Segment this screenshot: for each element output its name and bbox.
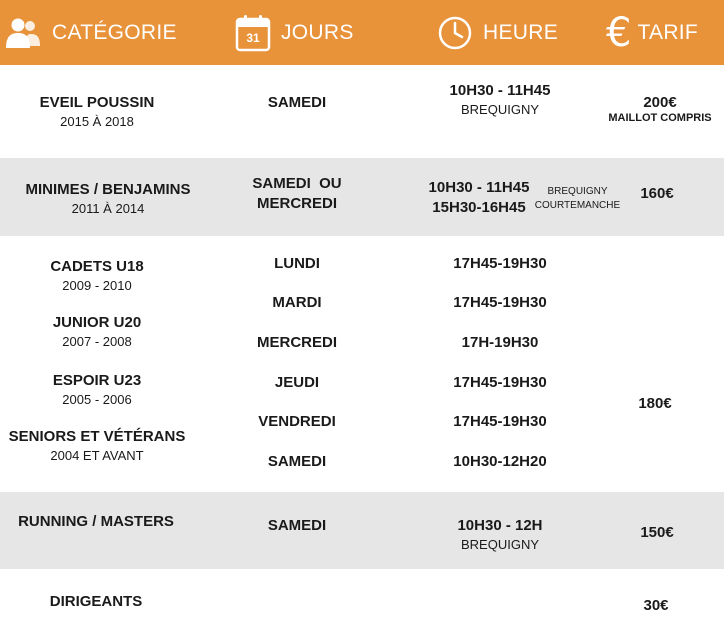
time: 17H45-19H30: [453, 413, 547, 430]
header-heure-label: HEURE: [483, 20, 559, 44]
time: 17H45-19H30: [453, 255, 547, 272]
time: 10H30 - 12H: [457, 517, 543, 534]
calendar-day-number: 31: [246, 30, 260, 45]
category-years: 2009 - 2010: [62, 278, 132, 293]
price: 150€: [640, 524, 674, 541]
day: JEUDI: [274, 374, 320, 391]
category-name: SENIORS ET VÉTÉRANS: [8, 428, 186, 445]
header-jours: [235, 0, 354, 65]
time-2: 15H30-16H45: [432, 199, 526, 216]
clock-icon: [437, 15, 473, 51]
category-years: 2005 - 2006: [62, 392, 132, 407]
header-categorie: [4, 0, 177, 65]
category-years: 2011 À 2014: [71, 201, 145, 216]
row-running-masters: [0, 492, 724, 569]
time: 10H30 - 11H45: [449, 82, 551, 99]
time: 17H45-19H30: [453, 294, 547, 311]
header-tarif-label: TARIF: [637, 20, 699, 44]
price-note: MAILLOT COMPRIS: [608, 112, 712, 124]
day: SAMEDI: [267, 94, 327, 111]
category-name: DIRIGEANTS: [49, 593, 143, 610]
price: 160€: [640, 185, 674, 202]
row-eveil-poussin: [0, 65, 724, 158]
day: SAMEDI: [267, 517, 327, 534]
category-name: CADETS U18: [50, 258, 144, 275]
category-name: EVEIL POUSSIN: [39, 94, 155, 111]
price: 30€: [643, 597, 669, 614]
price: 200€: [643, 94, 677, 111]
row-group-competition: [0, 236, 724, 492]
day-line-1: SAMEDI OU: [252, 175, 342, 192]
row-dirigeants: [0, 569, 724, 624]
people-icon: [4, 16, 42, 50]
euro-icon: €: [606, 9, 632, 56]
day: VENDREDI: [258, 413, 336, 430]
category-years: 2004 ET AVANT: [50, 448, 144, 463]
header-categorie-label: CATÉGORIE: [52, 20, 177, 44]
category-name: MINIMES / BENJAMINS: [25, 181, 191, 198]
place: BREQUIGNY: [460, 537, 539, 552]
row-minimes-benjamins: [0, 158, 724, 236]
place-2: COURTEMANCHE: [534, 200, 621, 211]
header-heure: [437, 0, 558, 65]
category-years: 2015 À 2018: [60, 114, 134, 129]
time: 10H30-12H20: [453, 453, 547, 470]
time: 17H-19H30: [461, 334, 539, 351]
category-years: 2007 - 2008: [62, 334, 132, 349]
category-name: RUNNING / MASTERS: [18, 513, 174, 530]
category-name: ESPOIR U23: [52, 372, 142, 389]
header-jours-label: JOURS: [281, 20, 354, 44]
day: LUNDI: [274, 255, 320, 272]
time: 17H45-19H30: [453, 374, 547, 391]
place-1: BREQUIGNY: [547, 186, 608, 197]
day: SAMEDI: [267, 453, 327, 470]
day: MERCREDI: [256, 334, 337, 351]
header-tarif: [606, 0, 698, 65]
table-header: [0, 0, 724, 65]
day-line-2: MERCREDI: [256, 195, 337, 212]
calendar-icon: [235, 14, 271, 52]
price: 180€: [638, 395, 672, 412]
place: BREQUIGNY: [460, 102, 539, 117]
category-name: JUNIOR U20: [52, 314, 142, 331]
time-1: 10H30 - 11H45: [428, 179, 530, 196]
day: MARDI: [272, 294, 322, 311]
